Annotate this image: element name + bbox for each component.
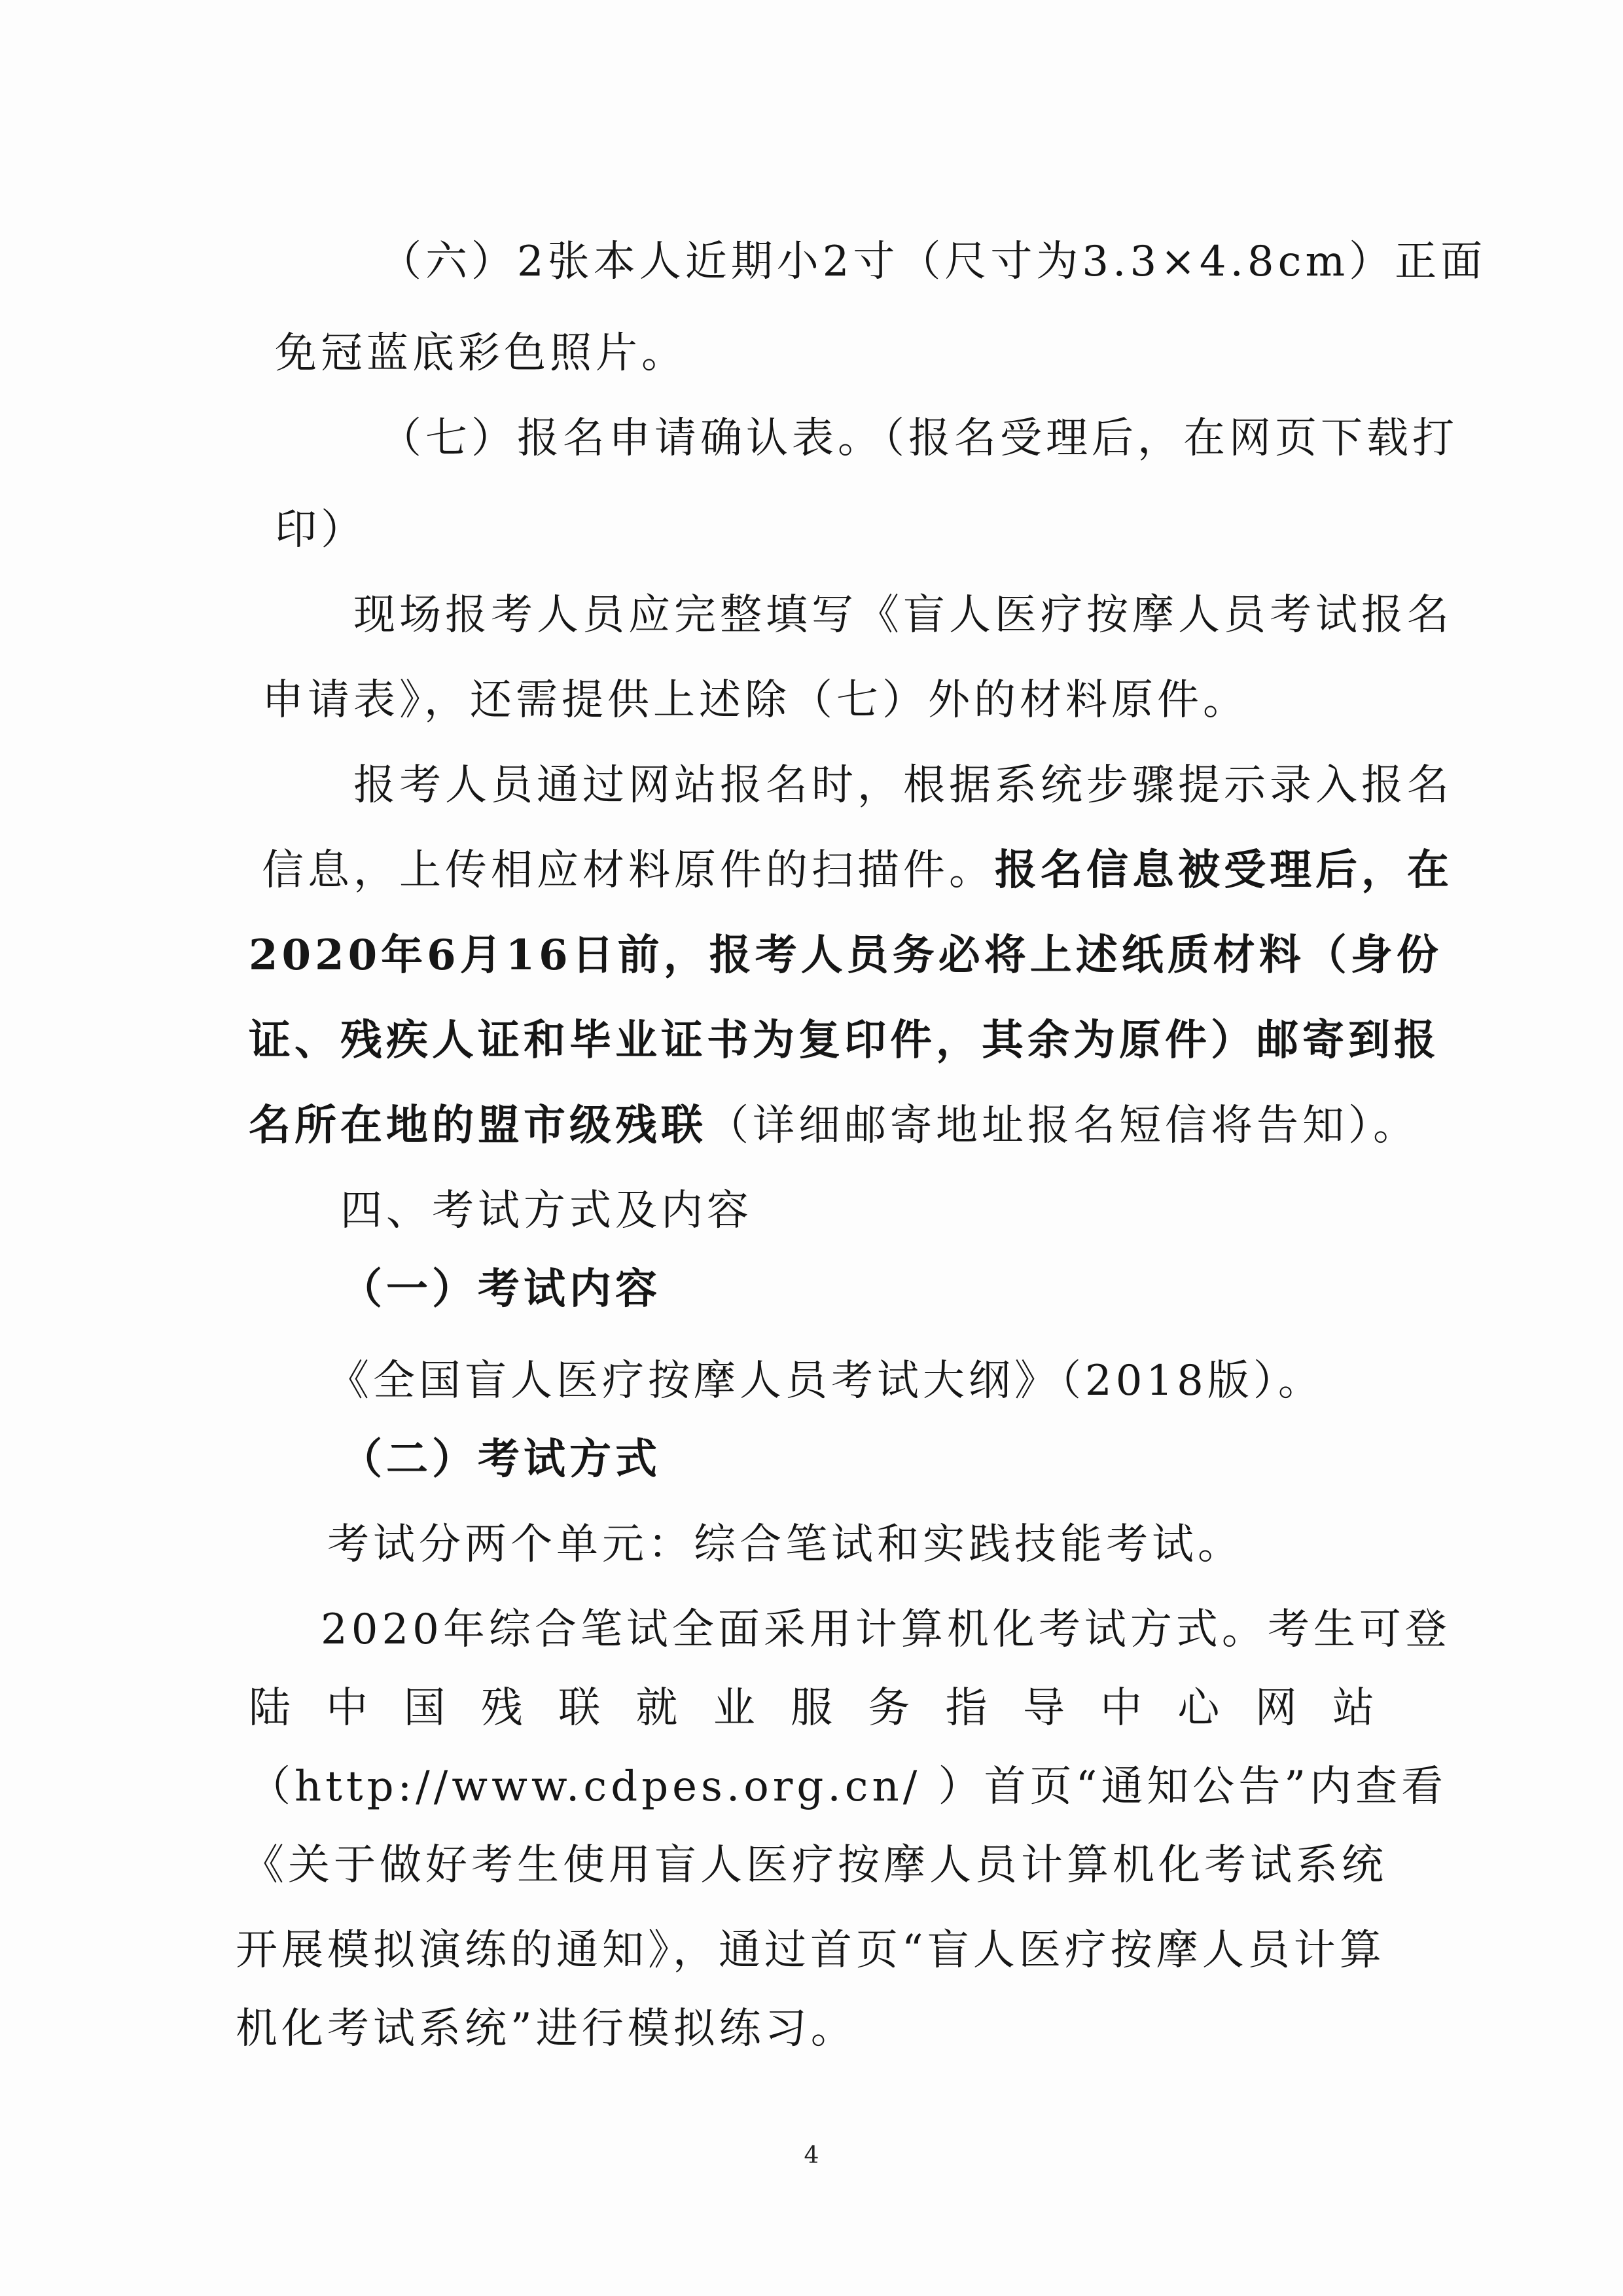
subsection-heading-2: （二）考试方式 (340, 1435, 661, 1484)
char: 导 (1022, 1684, 1065, 1732)
text-line-14: 《全国盲人医疗按摩人员考试大纲》（2018版）。 (327, 1357, 1324, 1405)
text-line-6: 申请表》，还需提供上述除（七）外的材料原件。 (262, 676, 1249, 725)
char: 指 (945, 1684, 988, 1732)
text-line-16: 考试分两个单元：综合笔试和实践技能考试。 (327, 1520, 1243, 1569)
text-line-21: 开展模拟演练的通知》，通过首页“盲人医疗按摩人员计算 (236, 1926, 1385, 1975)
text-line-18-justified (249, 1682, 1374, 1734)
text-line-11 (249, 1100, 1419, 1152)
char: 中 (1100, 1684, 1143, 1732)
text-line-8 (262, 844, 1453, 897)
text-line-7: 报考人员通过网站报名时，根据系统步骤提示录入报名 (353, 761, 1453, 810)
char: 站 (1332, 1684, 1374, 1732)
text-line-3: （七）报名申请确认表。（报名受理后，在网页下载打 (380, 414, 1458, 463)
page-number: 4 (804, 2142, 819, 2169)
char: 就 (635, 1684, 678, 1732)
text-line-11-regular: （详细邮寄地址报名短信将告知）。 (707, 1102, 1419, 1150)
char: 网 (1255, 1684, 1297, 1732)
char: 残 (480, 1684, 523, 1732)
text-line-20: 《关于做好考生使用盲人医疗按摩人员计算机化考试系统 (242, 1841, 1387, 1890)
text-line-8-regular: 信息，上传相应材料原件的扫描件。 (262, 846, 995, 895)
text-line-2: 免冠蓝底彩色照片。 (275, 329, 687, 378)
text-line-1: （六）2张本人近期小2寸（尺寸为3.3×4.8cm）正面 (380, 238, 1487, 286)
char: 陆 (249, 1684, 291, 1732)
char: 服 (790, 1684, 832, 1732)
text-line-11-bold: 名所在地的盟市级残联 (249, 1101, 707, 1150)
text-line-19-url: （http://www.cdpes.org.cn/ ）首页“通知公告”内查看 (249, 1763, 1448, 1811)
char: 中 (326, 1684, 368, 1732)
char: 业 (713, 1684, 755, 1732)
text-line-9-bold: 2020年6月16日前，报考人员务必将上述纸质材料（身份 (249, 931, 1442, 980)
text-line-22: 机化考试系统”进行模拟练习。 (236, 2005, 857, 2053)
char: 务 (868, 1684, 910, 1732)
text-line-17: 2020年综合笔试全面采用计算机化考试方式。考生可登 (321, 1605, 1451, 1654)
text-line-8-bold: 报名信息被受理后，在 (995, 846, 1453, 895)
char: 国 (403, 1684, 446, 1732)
text-line-10-bold: 证、残疾人证和毕业证书为复印件，其余为原件）邮寄到报 (249, 1016, 1440, 1065)
section-heading-4: 四、考试方式及内容 (340, 1187, 753, 1235)
char: 联 (558, 1684, 601, 1732)
text-line-4: 印） (275, 506, 366, 554)
subsection-heading-1: （一）考试内容 (340, 1265, 661, 1314)
text-line-5: 现场报考人员应完整填写《盲人医疗按摩人员考试报名 (353, 591, 1453, 639)
char: 心 (1177, 1684, 1220, 1732)
